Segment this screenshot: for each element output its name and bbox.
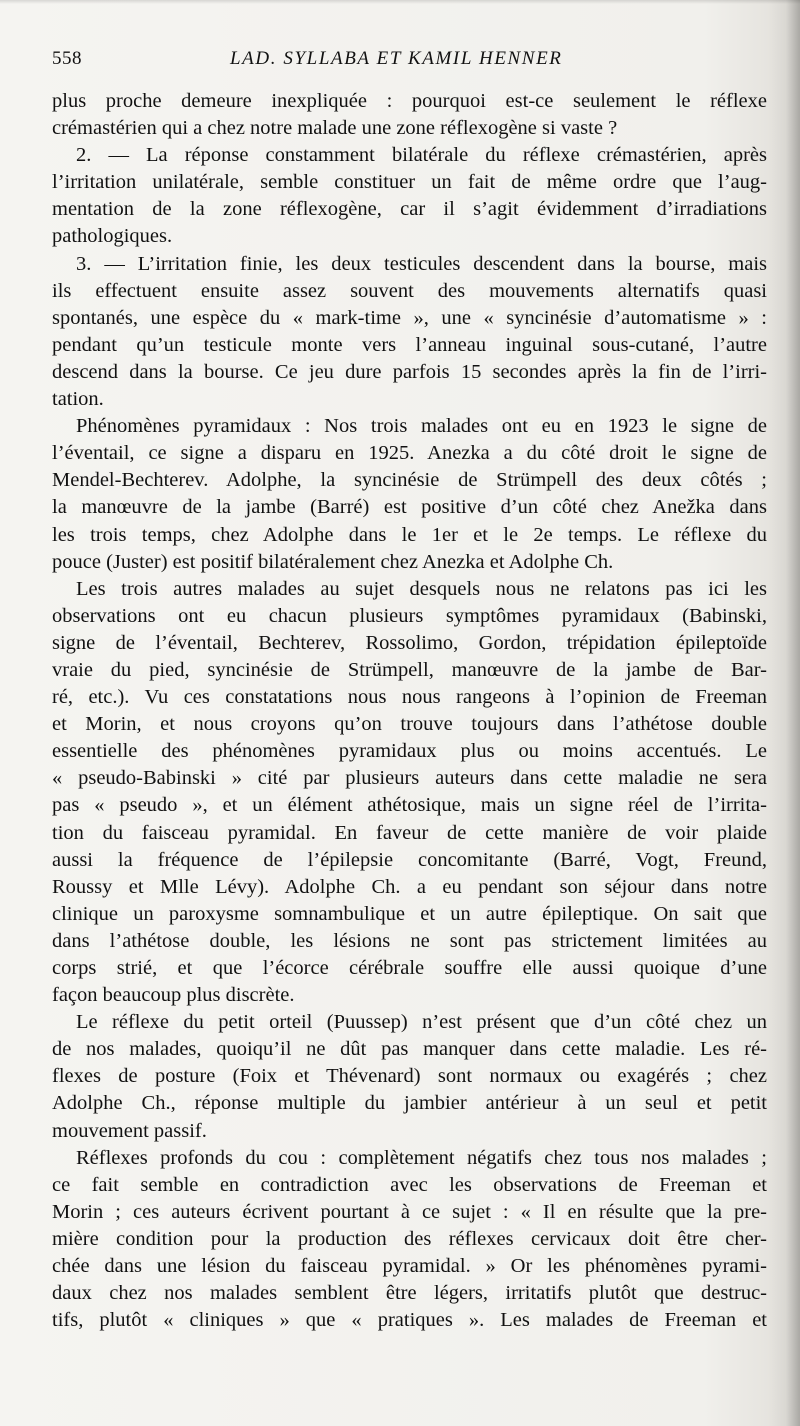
text-line: crémastérien qui a chez notre malade une zone réflexogène si vaste ? [52,117,618,140]
text-line: daux chez nos malades semblent être légers, irritatifs plutôt que destruc- [52,1282,767,1305]
text-line: Mendel-Bechterev. Adolphe, la syncinésie de Strümpell des deux côtés ; [52,469,767,492]
text-line: plus proche demeure inexpliquée : pourquoi est-ce seulement le réflexe [52,90,767,112]
text-line: corps strié, et que l’écorce cérébrale souffre elle aussi quoique d’une [52,957,767,979]
text-line: clinique un paroxysme somnambulique et un autre épileptique. On sait que [52,902,767,925]
text-line: tation. [52,388,104,411]
text-line: mentation de la zone réflexogène, car il s’agit évidemment d’irradiations [52,198,767,221]
text-line: Les trois autres malades au sujet desquels nous ne relatons pas ici les [76,577,767,600]
text-line: mière condition pour la production des réflexes cervicaux doit être cher- [52,1227,767,1250]
text-line: Roussy et Mlle Lévy). Adolphe Ch. a eu pendant son séjour dans notre [52,875,767,898]
text-line: et Morin, et nous croyons qu’on trouve toujours dans l’athétose double [52,713,767,736]
text-line: tion du faisceau pyramidal. En faveur de cette manière de voir plaide [52,821,767,844]
text-line: flexes de posture (Foix et Thévenard) sont normaux ou exagérés ; chez [52,1065,767,1088]
text-line: 3. — L’irritation finie, les deux testicules descendent dans la bourse, mais [76,252,767,275]
body-text [52,88,767,1334]
text-line: Le réflexe du petit orteil (Puussep) n’est présent que d’un côté chez un [76,1011,767,1034]
page-header [52,48,767,74]
text-line: mouvement passif. [52,1119,207,1142]
text-line: Réflexes profonds du cou : complètement négatifs chez tous nos malades ; [76,1146,767,1169]
text-line: aussi la fréquence de l’épilepsie concomitante (Barré, Vogt, Freund, [52,848,767,871]
text-line: tifs, plutôt « cliniques » que « pratiques ». Les malades de Freeman et [52,1309,767,1332]
text-line: les trois temps, chez Adolphe dans le 1er et le 2e temps. Le réflexe du [52,523,767,546]
text-line: de nos malades, quoiqu’il ne dût pas manquer dans cette maladie. Les ré- [52,1038,767,1061]
running-title: LAD. SYLLABA ET KAMIL HENNER [230,48,563,69]
text-line: observations ont eu chacun plusieurs symptômes pyramidaux (Babinski, [52,604,767,627]
page-edge-shadow [786,0,800,1426]
text-line: vraie du pied, syncinésie de Strümpell, manœuvre de la jambe de Bar- [52,658,767,681]
text-line: pouce (Juster) est positif bilatéralement chez Anezka et Adolphe Ch. [52,550,614,573]
text-line: chée dans une lésion du faisceau pyramidal. » Or les phénomènes pyrami- [52,1255,767,1278]
text-line: Phénomènes pyramidaux : Nos trois malades ont eu en 1923 le signe de [76,415,767,438]
text-line: pas « pseudo », et un élément athétosique, mais un signe réel de l’irrita- [52,794,767,817]
page-number: 558 [52,48,82,69]
text-line: spontanés, une espèce du « mark-time », une « syncinésie d’automatisme » : [52,306,767,329]
text-line: ils effectuent ensuite assez souvent des mouvements alternatifs quasi [52,279,767,302]
text-line: dans l’athétose double, les lésions ne sont pas strictement limitées au [52,929,767,952]
text-line: façon beaucoup plus discrète. [52,984,295,1007]
text-line: essentielle des phénomènes pyramidaux plus ou moins accentués. Le [52,740,767,763]
text-line: ré, etc.). Vu ces constatations nous nous rangeons à l’opinion de Freeman [52,686,767,709]
text-line: 2. — La réponse constamment bilatérale du réflexe crémastérien, après [76,144,767,167]
text-line: Morin ; ces auteurs écrivent pourtant à ce sujet : « Il en résulte que la pre- [52,1200,767,1223]
text-line: l’éventail, ce signe a disparu en 1925. Anezka a du côté droit le signe de [52,442,767,465]
text-line: pathologiques. [52,225,173,248]
page-top-edge [0,0,800,4]
text-line: descend dans la bourse. Ce jeu dure parfois 15 secondes après la fin de l’irri- [52,360,767,383]
text-line: pendant qu’un testicule monte vers l’anneau inguinal sous-cutané, l’autre [52,333,767,356]
text-line: signe de l’éventail, Bechterev, Rossolimo, Gordon, trépidation épileptoïde [52,631,767,654]
text-line: Adolphe Ch., réponse multiple du jambier antérieur à un seul et petit [52,1092,767,1115]
text-line: ce fait semble en contradiction avec les observations de Freeman et [52,1173,767,1196]
text-line: « pseudo-Babinski » cité par plusieurs auteurs dans cette maladie ne sera [52,767,767,790]
text-line: l’irritation unilatérale, semble constituer un fait de même ordre que l’aug- [52,171,767,194]
text-line: la manœuvre de la jambe (Barré) est positive d’un côté chez Anežka dans [52,496,767,519]
